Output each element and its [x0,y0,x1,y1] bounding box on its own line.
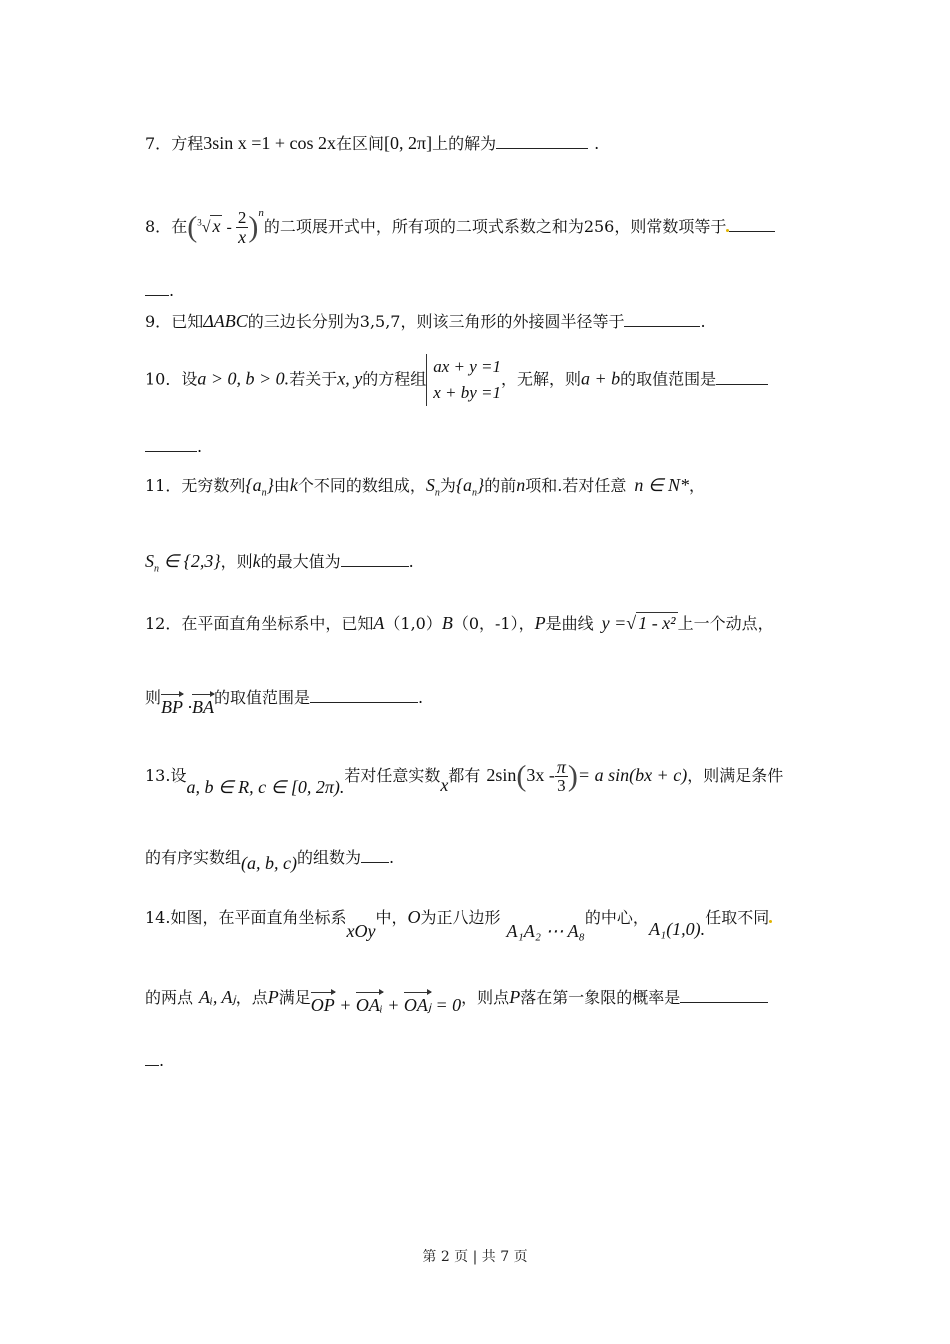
q14-text-b: 中， [375,908,408,927]
q9-triangle: ΔABC [203,311,248,331]
q13-rhs: = a sin(bx + c) [577,765,688,785]
question-14-cont [145,986,768,1015]
q8-fraction [236,209,249,246]
q12-point-p: P [534,613,546,633]
q12-curve-lhs: y = [601,613,627,633]
q12-text-f: 的取值范围是 [214,688,311,707]
q13-three: 3 [557,776,566,795]
answer-blank-cont [145,1051,159,1066]
q13-condition: a, b ∈ R, c ∈ [0, 2π). [186,777,345,797]
q11-sequence-2: $\{a_n\}$ [455,475,485,499]
vector-bp: BP [161,697,184,717]
q10-text-e: 的取值范围是 [620,369,717,389]
left-paren: ( [516,759,527,793]
answer-blank [341,552,409,567]
q10-text-a: 设 [181,369,198,389]
q12-curve: y =√ 1 - x² [601,613,676,633]
q10-sum: a + b [581,368,621,389]
q13-fraction [555,758,568,795]
q13-lhs: 2sin [486,765,517,785]
q14-a1: A₁(1,0). [648,919,706,939]
answer-blank [680,988,768,1003]
q7-number: 7． [145,134,172,153]
question-8 [145,202,775,246]
q11-k-2: k [252,551,261,571]
right-paren: ) [248,210,259,244]
q14-number: 14. [145,908,171,927]
q13-number: 13. [145,766,171,785]
q7-text: 方程 [171,134,204,153]
q14-xoy: xOy [346,921,376,941]
q9-end: . [700,312,706,331]
question-12-cont [145,686,424,717]
q11-n: n [516,475,526,495]
q13-arg: 3x - [526,765,555,785]
q14-point-o: O [407,907,421,927]
q12-number: 12． [145,614,182,633]
q7-end: . [594,134,600,153]
q14-text-g: ，点 [235,988,268,1007]
q12-text-e: 则 [145,688,162,707]
q8-frac-num: 2 [237,208,247,227]
q11-text-g: ，则 [220,552,253,571]
q11-sequence: $\{a_n\}$ [245,475,274,499]
q12-a-coord: （1,0） [384,614,442,633]
q10-text-c: 的方程组 [362,369,427,389]
q11-number: 11． [145,476,182,495]
q12-text-c: 是曲线 [545,614,594,633]
q13-text-c: 都有 [448,766,481,785]
q12-point-a: A [373,613,385,633]
q12-curve-radicand: 1 - x² [638,613,676,633]
q14-text-d: 的中心， [584,908,649,927]
q14-text-a: 如图，在平面直角坐标系 [170,908,347,927]
q11-sn: $S_n$ [425,475,440,499]
question-7 [145,132,599,155]
q11-text-a: 无穷数列 [181,476,246,495]
q12-text-b: ， [518,614,535,633]
question-12 [145,612,774,635]
answer-blank-cont [145,281,169,296]
q8-number: 8． [145,217,172,236]
q10-end: . [197,437,203,456]
q11-text-f: 项和.若对任意 [525,476,627,495]
q11-set: ∈ {2,3} [163,551,221,571]
q11-an-2: {a [455,475,473,495]
q14-text-f: 的两点 [145,988,194,1007]
q13-text-e: 的有序实数组 [145,848,242,867]
q7-text-b: 在区间 [336,134,385,153]
q7-interval: [0, 2π] [384,133,433,153]
q10-eq1: ax + y =1 [433,357,501,376]
q13-text-a: 设 [170,766,187,785]
q11-text-e: 的前 [484,476,517,495]
q9-text-b: 的三边长分别为3,5,7，则该三角形的外接圆半径等于 [247,312,625,331]
answer-blank-cont [145,437,197,452]
q11-sn-letter: S [425,475,435,495]
q12-end: . [418,688,424,707]
q10-vars: x, y [337,368,363,389]
q11-comma: ， [689,476,706,495]
q12-point-b: B [441,613,453,633]
q11-text-b: 由 [273,476,290,495]
q14-text-c: 为正八边形 [420,908,501,927]
q11-sn-in: $S_n$ ∈ {2,3} [145,551,221,575]
answer-blank [729,217,775,232]
answer-blank [496,134,588,149]
q7-text-c: 上的解为 [432,134,497,153]
q9-number: 9． [145,312,172,331]
q11-text-d: 为 [439,476,456,495]
answer-blank [361,848,389,863]
answer-blank [310,688,418,703]
q7-equation: 3sin x =1 + cos 2x [203,133,337,153]
vector-oai: OAᵢ [355,995,383,1015]
page-footer: 第 2 页 | 共 7 页 [422,1249,528,1265]
q13-pi: π [556,757,566,777]
q8-text-a: 在 [171,217,188,236]
q14-zero: = 0 [435,995,462,1015]
q13-text-d: ，则满足条件 [687,766,784,785]
q14-text-e: 任取不同 [705,908,770,927]
q10-eq2: x + by =1 [433,383,501,402]
q10-text-b: 若关于 [289,369,338,389]
q11-k: k [289,475,298,495]
question-10-cont [145,436,202,458]
question-11-cont [145,550,414,581]
question-14-end [145,1050,164,1072]
q11-end: . [408,552,414,571]
q12-dot-product: BP ·BA [161,697,215,717]
q14-text-h: 满足 [278,988,311,1007]
q8-end: . [169,281,175,300]
q11-text-c: 个不同的数组成， [297,476,426,495]
question-13 [145,758,783,795]
vector-oaj: OAⱼ [403,995,432,1015]
question-8-cont [145,280,174,302]
cube-root: $^3$√ x - [197,216,236,236]
q13-text-f: 的组数为 [297,848,362,867]
q8-radicand: x [212,216,221,236]
q12-text-a: 在平面直角坐标系中，已知 [181,614,374,633]
q13-x: x [440,775,449,795]
question-9 [145,310,706,333]
right-paren: ) [567,759,578,793]
q13-triple: (a, b, c) [241,853,297,873]
q14-text-j: 落在第一象限的概率是 [520,988,681,1007]
question-13-cont [145,846,395,873]
q8-text-b: 的二项展开式中，所有项的二项式系数之和为256，则常数项等于 [263,217,727,236]
q12-text-d: 上一个动点， [677,614,774,633]
q13-text-b: 若对任意实数 [344,766,441,785]
q11-nset: n ∈ N* [634,475,690,495]
q8-power: n [258,207,264,219]
q14-text-i: ，则点 [461,988,510,1007]
q14-end: . [159,1051,165,1070]
q11-sn-in-letter: S [145,551,154,571]
question-10 [145,354,768,406]
q8-frac-den: x [238,227,247,247]
left-paren: ( [187,210,198,244]
q10-text-d: ，无解，则 [501,369,582,389]
question-11 [145,474,705,505]
q11-an: {a [245,475,262,495]
question-14 [145,906,772,941]
q10-number: 10． [145,369,182,389]
marker-dot [769,920,772,923]
equation-system [426,354,501,406]
q14-point-p-2: P [509,987,521,1007]
q14-point-p: P [267,987,279,1007]
vector-op: OP [310,995,335,1015]
q11-text-h: 的最大值为 [260,552,341,571]
answer-blank [624,312,700,327]
q13-end: . [389,848,395,867]
q10-condition: a > 0, b > 0. [197,368,290,389]
q9-text-a: 已知 [171,312,204,331]
q12-b-coord: （0，-1） [452,614,519,633]
q14-vector-sum: OP + OAᵢ + OAⱼ = 0 [310,995,462,1015]
q14-aij: Aᵢ, Aⱼ [199,987,236,1007]
answer-blank [716,370,768,385]
q14-octagon: A₁A₂ ⋯ A₈ [506,921,585,941]
vector-ba: BA [192,697,215,717]
